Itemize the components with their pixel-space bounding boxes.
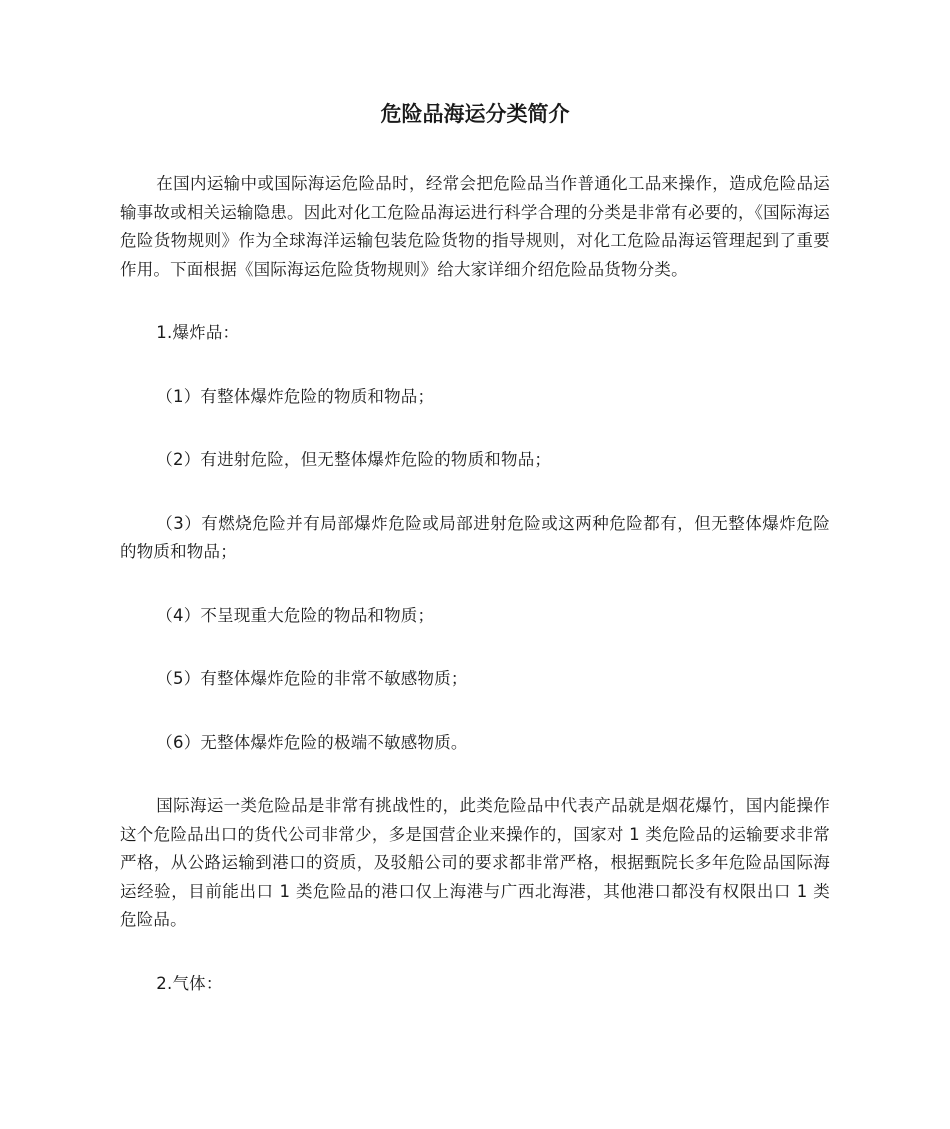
explosive-item-3: （3）有燃烧危险并有局部爆炸危险或局部进射危险或这两种危险都有，但无整体爆炸危险的物质和物品； [120, 513, 830, 561]
explosive-item-6: （6）无整体爆炸危险的极端不敏感物质。 [156, 732, 468, 752]
explosives-note-paragraph: 国际海运一类危险品是非常有挑战性的，此类危险品中代表产品就是烟花爆竹，国内能操作这个危险品出口的货代公司非常少，多是国营企业来操作的，国家对 1 类危险品的运输要求非常严格，从公路运输到港口的资质，及驳船公司的要求都非常严格，根据甄院长多年危险品国际海运经验，目前能出口 1 类危险品的港口仅上海港与广西北海港，其他港口都没有权限出口 1 类危险品。 [120, 796, 830, 929]
intro-paragraph: 在国内运输中或国际海运危险品时，经常会把危险品当作普通化工品来操作，造成危险品运输事故或相关运输隐患。因此对化工危险品海运进行科学合理的分类是非常有必要的，《国际海运危险货物规则》作为全球海洋运输包装危险货物的指导规则，对化工危险品海运管理起到了重要作用。下面根据《国际海运危险货物规则》给大家详细介绍危险品货物分类。 [120, 174, 830, 279]
document-body [120, 170, 830, 998]
explosive-item-4: （4）不呈现重大危险的物品和物质； [156, 605, 435, 625]
explosive-item-5: （5）有整体爆炸危险的非常不敏感物质； [156, 669, 468, 688]
explosive-item-2: （2）有进射危险，但无整体爆炸危险的物质和物品； [156, 450, 552, 469]
section-heading-gases: 2.气体： [156, 973, 223, 993]
section-heading-explosives: 1.爆炸品： [156, 323, 240, 342]
document-title: 危险品海运分类简介 [380, 102, 570, 126]
explosive-item-1: （1）有整体爆炸危险的物质和物品； [156, 386, 435, 406]
